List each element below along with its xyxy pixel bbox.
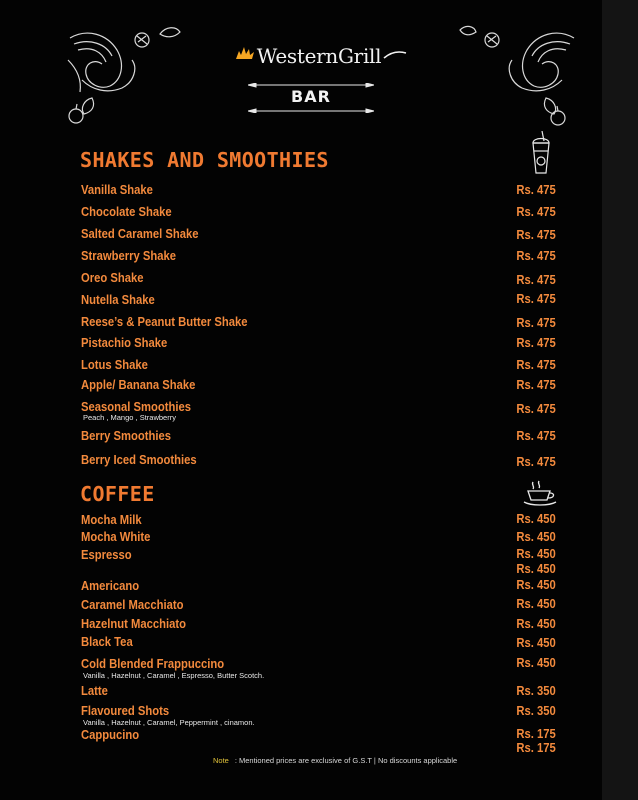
corner-fruit-doodle-left-icon [62, 20, 192, 130]
menu-item-price: Rs. 475 [516, 455, 556, 469]
menu-item-price: Rs. 475 [516, 378, 556, 392]
footer-note [213, 756, 457, 765]
menu-item-name: Berry Iced Smoothies [81, 453, 197, 467]
menu-item-name: Cold Blended Frappuccino [81, 657, 225, 671]
menu-item-price: Rs. 450 [516, 530, 556, 544]
milkshake-cup-icon [530, 131, 552, 175]
menu-item-price: Rs. 450 [516, 636, 556, 650]
menu-item-name: Strawberry Shake [81, 249, 177, 263]
note-text: : Mentioned prices are exclusive of G.S.T | No discounts applicable [234, 756, 458, 765]
menu-item-name: Hazelnut Macchiato [81, 617, 187, 631]
swoosh-icon [383, 50, 407, 60]
brand-logo [0, 44, 638, 68]
menu-item-name: Vanilla Shake [81, 183, 153, 197]
menu-item-price: Rs. 475 [516, 273, 556, 287]
menu-item-price: Rs. 475 [516, 292, 556, 306]
menu-item-price: Rs. 475 [516, 205, 556, 219]
corner-fruit-doodle-right-icon [452, 20, 582, 130]
menu-item-description: Vanilla , Hazelnut , Caramel , Espresso, Butter Scotch. [83, 671, 265, 680]
menu-item-name: Nutella Shake [81, 293, 155, 307]
menu-item-name: Cappucino [81, 728, 140, 742]
right-edge-strip [602, 0, 638, 800]
section-label: BAR [291, 87, 331, 106]
menu-item-name: Americano [81, 579, 140, 593]
menu-item-price: Rs. 350 [516, 684, 556, 698]
menu-item-name: Espresso [81, 548, 132, 562]
menu-item-price: Rs. 450 [516, 578, 556, 592]
menu-item-name: Flavoured Shots [81, 704, 170, 718]
menu-item-name: Black Tea [81, 635, 133, 649]
menu-item-price: Rs. 450 [516, 597, 556, 611]
menu-item-price: Rs. 450 [516, 547, 556, 561]
menu-item-description: Vanilla , Hazelnut , Caramel, Peppermint , cinamon. [83, 718, 255, 727]
menu-item-price: Rs. 450 [516, 512, 556, 526]
menu-item-price: Rs. 475 [516, 402, 556, 416]
flame-icon [235, 46, 255, 60]
brand-name: WesternGrill [256, 44, 382, 68]
menu-item-name: Latte [81, 684, 108, 698]
menu-item-name: Salted Caramel Shake [81, 227, 199, 241]
menu-item-price: Rs. 475 [516, 358, 556, 372]
menu-item-name: Apple/ Banana Shake [81, 378, 196, 392]
menu-item-price: Rs. 475 [516, 249, 556, 263]
menu-item-name: Lotus Shake [81, 358, 148, 372]
menu-item-price: Rs. 175 [516, 727, 556, 741]
menu-item-price: Rs. 450 [516, 562, 556, 576]
menu-item-name: Pistachio Shake [81, 336, 168, 350]
shakes-section-title: SHAKES AND SMOOTHIES [80, 148, 329, 172]
menu-item-name: Oreo Shake [81, 271, 144, 285]
menu-item-price: Rs. 475 [516, 429, 556, 443]
menu-item-name: Mocha Milk [81, 513, 142, 527]
coffee-cup-icon [523, 480, 557, 506]
menu-item-name: Seasonal Smoothies [81, 400, 192, 414]
menu-item-price: Rs. 175 [516, 741, 556, 755]
menu-item-name: Reese’s & Peanut Butter Shake [81, 315, 248, 329]
menu-item-name: Mocha White [81, 530, 151, 544]
menu-item-description: Peach , Mango , Strawberry [83, 413, 176, 422]
menu-item-name: Chocolate Shake [81, 205, 172, 219]
coffee-section-title: COFFEE [80, 482, 155, 506]
menu-item-price: Rs. 475 [516, 336, 556, 350]
note-label: Note [213, 756, 229, 765]
menu-item-price: Rs. 450 [516, 656, 556, 670]
menu-item-price: Rs. 475 [516, 183, 556, 197]
menu-item-name: Berry Smoothies [81, 429, 172, 443]
menu-item-price: Rs. 350 [516, 704, 556, 718]
menu-item-price: Rs. 475 [516, 228, 556, 242]
menu-item-price: Rs. 450 [516, 617, 556, 631]
menu-item-name: Caramel Macchiato [81, 598, 184, 612]
menu-item-price: Rs. 475 [516, 316, 556, 330]
